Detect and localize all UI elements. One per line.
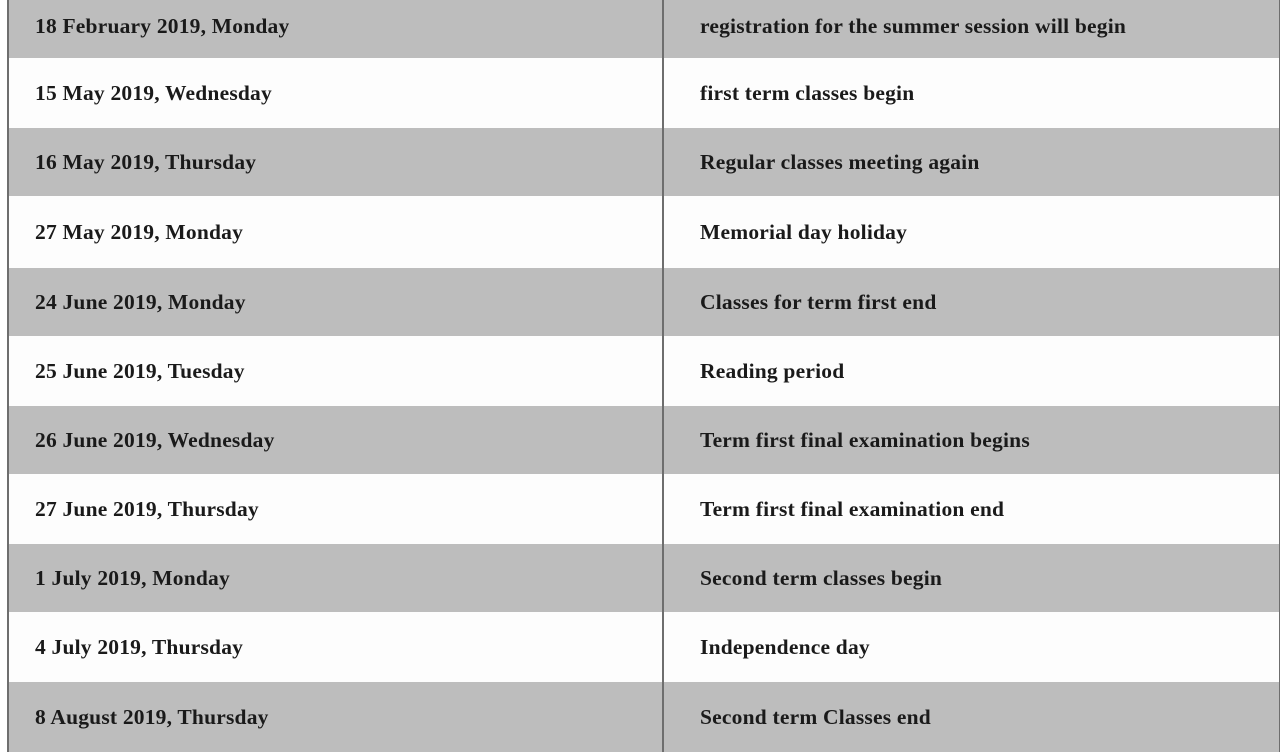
event-cell: first term classes begin <box>700 80 915 105</box>
date-cell: 26 June 2019, Wednesday <box>9 406 664 474</box>
table-row <box>9 336 1279 406</box>
event-cell: Classes for term first end <box>700 289 937 314</box>
table-row <box>9 128 1279 196</box>
table-row <box>9 544 1279 612</box>
date-cell: 15 May 2019, Wednesday <box>9 58 664 128</box>
date-cell: 27 May 2019, Monday <box>9 196 664 268</box>
date-cell: 1 July 2019, Monday <box>9 544 664 612</box>
date-cell: 16 May 2019, Thursday <box>9 128 664 196</box>
event-cell: Reading period <box>700 358 845 383</box>
event-cell: Regular classes meeting again <box>700 149 980 174</box>
event-cell: Term first final examination end <box>700 496 1005 521</box>
table-row <box>9 406 1279 474</box>
date-cell: 18 February 2019, Monday <box>9 0 664 58</box>
table-row <box>9 612 1279 682</box>
table-row <box>9 474 1279 544</box>
date-cell: 25 June 2019, Tuesday <box>9 336 664 406</box>
date-cell: 4 July 2019, Thursday <box>9 612 664 682</box>
table-row <box>9 682 1279 752</box>
date-cell: 8 August 2019, Thursday <box>9 682 664 752</box>
table-row <box>9 0 1279 58</box>
table-row <box>9 196 1279 268</box>
event-cell: registration for the summer session will begin <box>700 13 1127 38</box>
event-cell: Second term classes begin <box>700 565 943 590</box>
event-cell: Term first final examination begins <box>700 427 1030 452</box>
event-cell: Second term Classes end <box>700 704 931 729</box>
event-cell: Independence day <box>700 634 870 659</box>
date-cell: 27 June 2019, Thursday <box>9 474 664 544</box>
date-cell: 24 June 2019, Monday <box>9 268 664 336</box>
table-row <box>9 268 1279 336</box>
academic-calendar-table <box>7 0 1280 752</box>
event-cell: Memorial day holiday <box>700 219 908 244</box>
table-row <box>9 58 1279 128</box>
